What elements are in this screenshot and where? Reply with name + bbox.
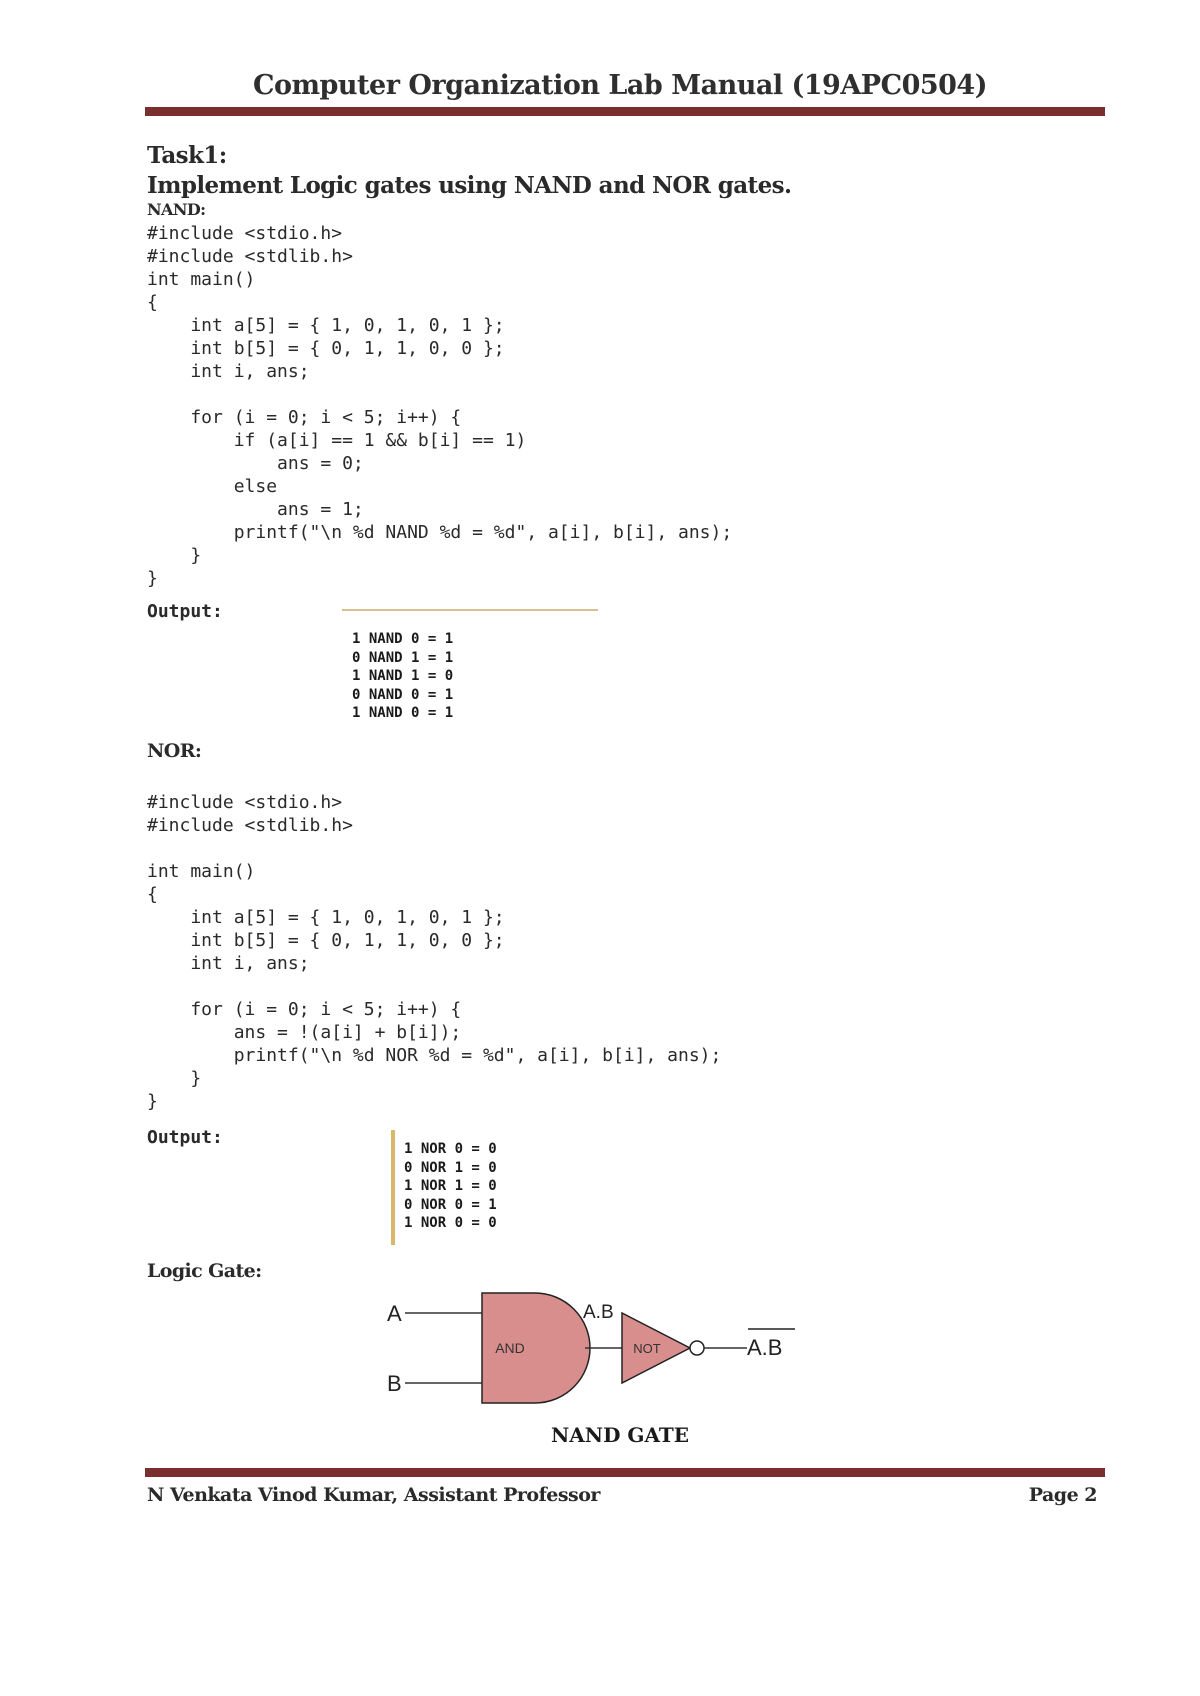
nand-output-divider xyxy=(342,609,598,611)
footer-rule xyxy=(145,1468,1105,1477)
input-b-label: B xyxy=(387,1371,402,1396)
diagram-caption: NAND GATE xyxy=(550,1423,690,1447)
nand-code-block: #include <stdio.h> #include <stdlib.h> int main() { int a[5] = { 1, 0, 1, 0, 1 }; int b[5] = { 0, 1, 1, 0, 0 }; int i, ans; for (i = 0; i < 5; i++) { if (a[i] == 1 && b[i] == 1) ans = 0; else ans = 1; printf("\n %d NAND %d = %d", a[i], b[i], ans); } } xyxy=(147,223,733,589)
task-title: Task1: xyxy=(147,142,227,169)
nand-output-label: Output: xyxy=(147,601,223,622)
footer-author: N Venkata Vinod Kumar, Assistant Professor xyxy=(147,1484,600,1506)
nor-section-label: NOR: xyxy=(147,740,202,762)
inverter-bubble xyxy=(690,1341,704,1355)
task-subtitle: Implement Logic gates using NAND and NOR gates. xyxy=(147,172,792,199)
nand-section-label: NAND: xyxy=(147,200,206,219)
page-header-title: Computer Organization Lab Manual (19APC0504) xyxy=(252,70,987,101)
nor-output-label: Output: xyxy=(147,1127,223,1148)
header-rule xyxy=(145,107,1105,116)
output-label: A.B xyxy=(747,1335,783,1360)
nand-output-console: 1 NAND 0 = 1 0 NAND 1 = 1 1 NAND 1 = 0 0 NAND 0 = 1 1 NAND 0 = 1 xyxy=(352,631,454,721)
input-a-label: A xyxy=(387,1301,402,1326)
logic-gate-label: Logic Gate: xyxy=(147,1260,262,1282)
nor-code-block: #include <stdio.h> #include <stdlib.h> int main() { int a[5] = { 1, 0, 1, 0, 1 }; int b[5] = { 0, 1, 1, 0, 0 }; int i, ans; for (i = 0; i < 5; i++) { ans = !(a[i] + b[i]); printf("\n %d NOR %d = %d", a[i], b[i], ans); } } xyxy=(147,792,722,1112)
nand-gate-diagram xyxy=(385,1285,825,1410)
nor-output-bar xyxy=(391,1130,395,1245)
footer-page-number: Page 2 xyxy=(1028,1484,1097,1506)
and-gate-label: AND xyxy=(495,1340,525,1356)
mid-label: A.B xyxy=(583,1302,614,1323)
not-gate-label: NOT xyxy=(633,1341,661,1356)
nor-output-console: 1 NOR 0 = 0 0 NOR 1 = 0 1 NOR 1 = 0 0 NOR 0 = 1 1 NOR 0 = 0 xyxy=(404,1141,497,1231)
